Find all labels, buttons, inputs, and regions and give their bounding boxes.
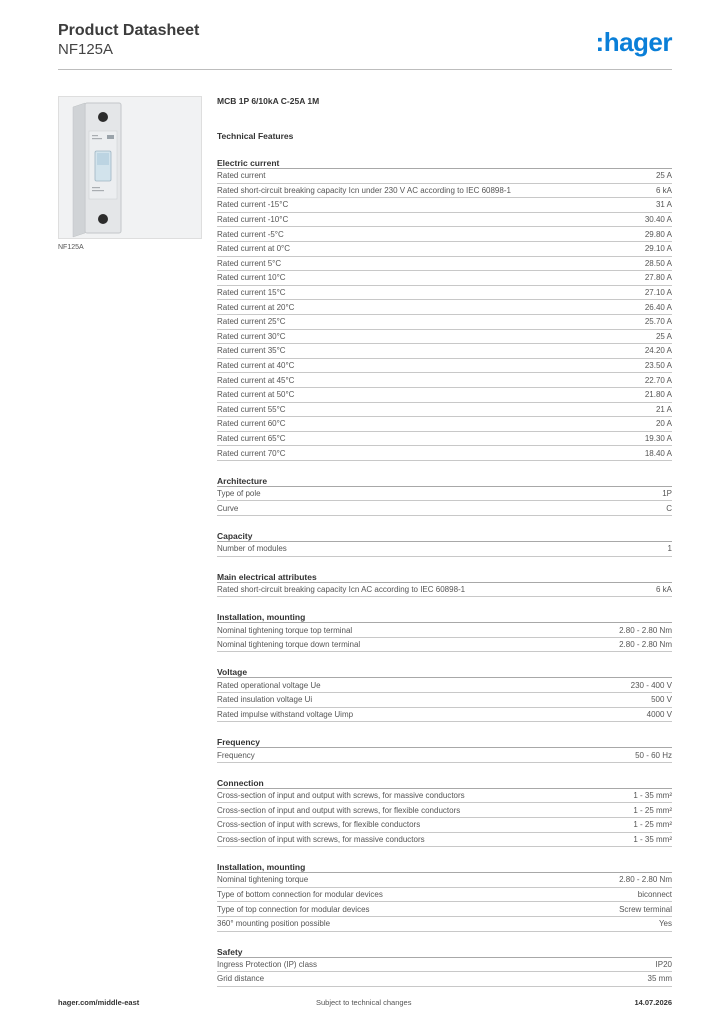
spec-value: 25 A [655,331,672,341]
spec-value: 26.40 A [644,302,672,312]
spec-section [217,157,672,461]
spec-value: 1 - 35 mm² [633,791,672,801]
spec-row [217,678,672,693]
spec-value: 1 [667,544,672,554]
page-header [58,22,672,70]
spec-label: Rated current 25°C [217,317,286,327]
spec-value: 27.10 A [644,288,672,298]
spec-row [217,417,672,432]
spec-label: Number of modules [217,544,287,554]
spec-value: 1P [662,489,672,499]
spec-section [217,571,672,598]
spec-label: Rated current 60°C [217,419,286,429]
spec-value: 35 mm [647,974,672,984]
spec-value: 1 - 25 mm² [633,820,672,830]
spec-row [217,818,672,833]
spec-label: Rated short-circuit breaking capacity Icn under 230 V AC according to IEC 60898-1 [217,185,511,195]
circuit-breaker-illustration [59,97,201,238]
spec-label: Nominal tightening torque down terminal [217,640,361,650]
spec-value: 230 - 400 V [630,680,672,690]
spec-value: 23.50 A [644,361,672,371]
section-title: Frequency [217,736,672,748]
spec-value: 27.80 A [644,273,672,283]
spec-section [217,475,672,516]
spec-label: Rated current 70°C [217,448,286,458]
spec-row [217,403,672,418]
spec-label: Rated current 35°C [217,346,286,356]
spec-row [217,583,672,598]
spec-label: Nominal tightening torque top terminal [217,625,353,635]
section-title: Architecture [217,475,672,487]
spec-label: Cross-section of input with screws, for massive conductors [217,834,425,844]
spec-row [217,501,672,516]
spec-row [217,972,672,987]
spec-label: Rated current 55°C [217,404,286,414]
spec-label: Rated current 30°C [217,331,286,341]
datasheet-content [217,96,672,987]
hager-logo: :hager [595,27,672,57]
section-title: Safety [217,946,672,958]
spec-label: Rated current [217,171,266,181]
spec-value: 22.70 A [644,375,672,385]
spec-sections [217,157,672,987]
spec-value: 21.80 A [644,390,672,400]
spec-row [217,748,672,763]
footer-notice: Subject to technical changes [316,998,412,1007]
spec-label: Curve [217,503,239,513]
spec-section [217,666,672,722]
spec-label: Rated current -10°C [217,215,289,225]
spec-value: 18.40 A [644,448,672,458]
spec-row [217,344,672,359]
spec-label: Rated current 15°C [217,288,286,298]
spec-value: 50 - 60 Hz [635,750,672,760]
section-title: Connection [217,777,672,789]
spec-row [217,833,672,848]
spec-label: Nominal tightening torque [217,875,309,885]
spec-value: 24.20 A [644,346,672,356]
spec-row [217,330,672,345]
spec-row [217,803,672,818]
spec-value: 20 A [655,419,672,429]
spec-row [217,623,672,638]
spec-label: Rated short-circuit breaking capacity Icn AC according to IEC 60898-1 [217,584,466,594]
spec-value: 25 A [655,171,672,181]
spec-row [217,388,672,403]
spec-row [217,169,672,184]
spec-label: Type of bottom connection for modular devices [217,890,383,900]
spec-label: Rated current at 20°C [217,302,295,312]
spec-row [217,373,672,388]
spec-value: 29.10 A [644,244,672,254]
spec-row [217,888,672,903]
spec-value: 1 - 25 mm² [633,805,672,815]
spec-value: 6 kA [655,185,672,195]
spec-label: Rated insulation voltage Ui [217,695,313,705]
spec-row [217,271,672,286]
spec-value: 1 - 35 mm² [633,834,672,844]
spec-row [217,917,672,932]
spec-row [217,958,672,973]
spec-label: Rated impulse withstand voltage Uimp [217,709,354,719]
spec-row [217,286,672,301]
spec-row [217,446,672,461]
spec-label: Rated operational voltage Ue [217,680,321,690]
spec-row [217,708,672,723]
spec-label: Type of pole [217,489,261,499]
spec-label: Frequency [217,750,255,760]
technical-features-heading: Technical Features [217,131,294,141]
spec-row [217,789,672,804]
spec-row [217,902,672,917]
spec-value: 4000 V [646,709,672,719]
spec-value: 500 V [651,695,672,705]
spec-label: Cross-section of input and output with screws, for massive conductors [217,791,465,801]
spec-label: Rated current 10°C [217,273,286,283]
section-title: Installation, mounting [217,611,672,623]
spec-value: 21 A [655,404,672,414]
spec-section [217,777,672,847]
spec-value: Yes [658,919,672,929]
spec-section [217,736,672,763]
spec-label: Cross-section of input and output with screws, for flexible conductors [217,805,461,815]
spec-value: 2.80 - 2.80 Nm [619,640,672,650]
spec-section [217,530,672,557]
spec-row [217,432,672,447]
spec-value: C [666,503,672,513]
spec-row [217,487,672,502]
spec-row [217,693,672,708]
spec-label: Rated current -15°C [217,200,289,210]
spec-section [217,861,672,931]
spec-value: 29.80 A [644,229,672,239]
spec-label: Ingress Protection (IP) class [217,959,318,969]
page-title: Product Datasheet [58,22,200,39]
spec-row [217,542,672,557]
spec-row [217,184,672,199]
spec-value: 6 kA [655,584,672,594]
spec-row [217,198,672,213]
spec-row [217,359,672,374]
spec-row [217,227,672,242]
section-title: Electric current [217,157,672,169]
spec-row [217,213,672,228]
spec-value: 30.40 A [644,215,672,225]
spec-label: 360° mounting position possible [217,919,331,929]
spec-label: Grid distance [217,974,265,984]
spec-label: Rated current 5°C [217,258,282,268]
spec-value: 2.80 - 2.80 Nm [619,625,672,635]
spec-value: 25.70 A [644,317,672,327]
product-image [58,96,202,239]
spec-value: 31 A [655,200,672,210]
spec-label: Rated current at 50°C [217,390,295,400]
footer-website: hager.com/middle-east [58,998,140,1007]
spec-label: Rated current at 45°C [217,375,295,385]
spec-row [217,242,672,257]
spec-value: 19.30 A [644,433,672,443]
spec-row [217,257,672,272]
section-title: Capacity [217,530,672,542]
page-subtitle: NF125A [58,41,114,58]
spec-label: Rated current at 40°C [217,361,295,371]
section-title: Installation, mounting [217,861,672,873]
spec-section [217,946,672,987]
image-caption: NF125A [58,244,84,251]
spec-value: IP20 [655,959,672,969]
section-title: Main electrical attributes [217,571,672,583]
spec-value: 2.80 - 2.80 Nm [619,875,672,885]
spec-row [217,315,672,330]
spec-label: Rated current at 0°C [217,244,291,254]
spec-label: Rated current 65°C [217,433,286,443]
spec-row [217,300,672,315]
spec-value: biconnect [637,890,672,900]
spec-row [217,638,672,653]
spec-label: Cross-section of input with screws, for flexible conductors [217,820,421,830]
spec-row [217,873,672,888]
spec-label: Rated current -5°C [217,229,284,239]
spec-value: 28.50 A [644,258,672,268]
spec-value: Screw terminal [619,904,672,914]
section-title: Voltage [217,666,672,678]
spec-section [217,611,672,652]
footer-date: 14.07.2026 [634,998,672,1007]
product-name: MCB 1P 6/10kA C-25A 1M [217,96,320,106]
spec-label: Type of top connection for modular devices [217,904,370,914]
